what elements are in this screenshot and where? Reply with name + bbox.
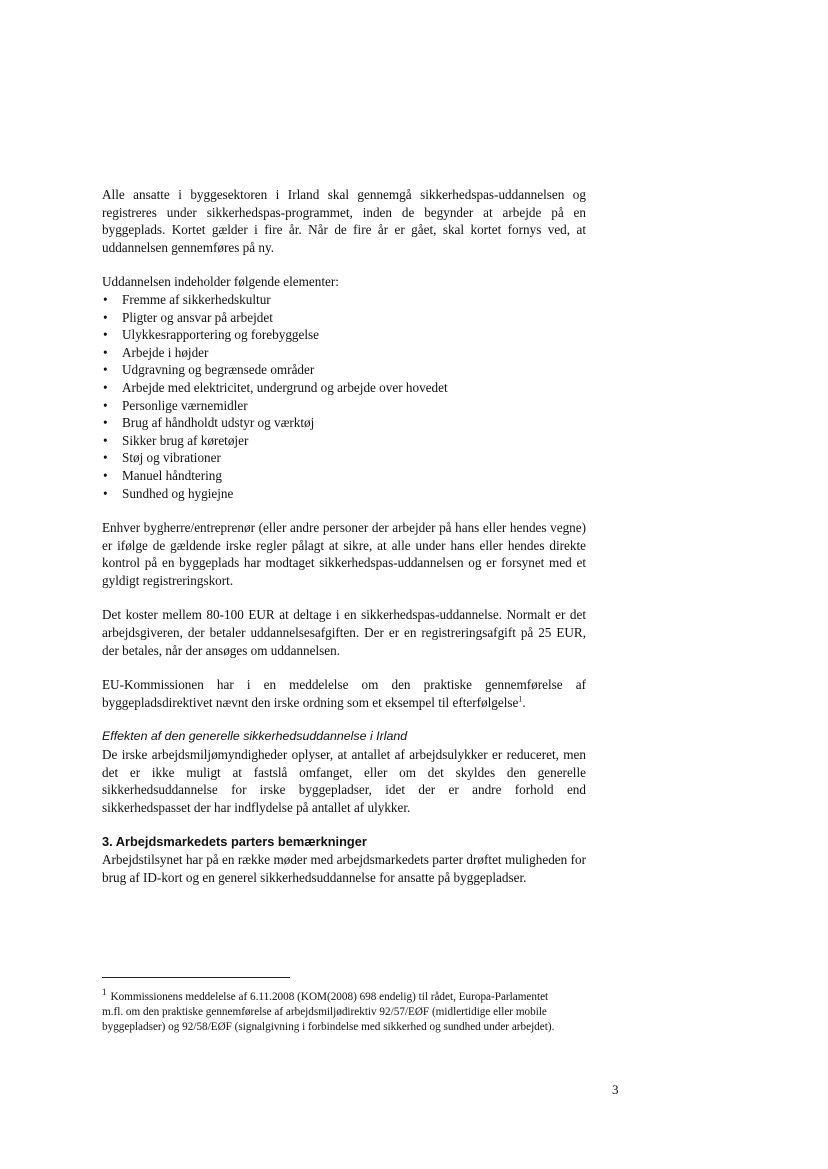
list-item: • Ulykkesrapportering og forebyggelse (103, 327, 320, 343)
list-item: • Udgravning og begrænsede områder (103, 362, 315, 378)
bullet-icon: • (103, 397, 108, 413)
bullet-icon: • (103, 467, 108, 483)
training-elements-list (102, 291, 586, 502)
list-item: • Arbejde med elektricitet, undergrund og arbejde over hovedet (103, 379, 448, 395)
paragraph-social-partners: Arbejdstilsynet har på en række møder med arbejdsmarkedets parter drøftet muligheden for brug af ID-kort og en generel sikkerhedsuddannelse for ansatte på byggepladser. (102, 852, 586, 885)
effect-subheading: Effekten af den generelle sikkerhedsuddannelse i Irland (102, 729, 408, 744)
section-heading: 3. Arbejdsmarkedets parters bemærkninger (102, 834, 367, 850)
footnote-text: Kommissionens meddelelse af 6.11.2008 (KOM(2008) 698 endelig) til rådet, Europa-Parlamentet m.fl. om den praktiske gennemførelse af arbejdsmiljødirektiv 92/57/EØF (midlertidige eller mobile byggepladser) og 92/58/EØF (signalgivning i forbindelse med sikkerhed og sundhed under arbejdet). (102, 991, 555, 1033)
footnote-reference[interactable]: 1 (518, 694, 523, 704)
list-item: • Brug af håndholdt udstyr og værktøj (103, 415, 315, 431)
bullet-icon: • (103, 327, 108, 343)
footnote-number: 1 (102, 987, 107, 998)
list-item: • Støj og vibrationer (103, 450, 221, 466)
list-item: • Manuel håndtering (103, 467, 222, 483)
list-intro: Uddannelsen indeholder følgende elementer: (102, 274, 339, 290)
list-item: • Sundhed og hygiejne (103, 485, 234, 501)
paragraph-intro: Alle ansatte i byggesektoren i Irland skal gennemgå sikkerhedspas-uddannelsen og registreres under sikkerhedspas-programmet, inden de begynder at arbejde på en byggeplads. Kortet gælder i fire år. Når de fire år er gået, skal kortet fornys ved, at uddannelsen gennemføres på ny. (102, 187, 586, 255)
bullet-icon: • (103, 309, 108, 325)
paragraph-cost: Det koster mellem 80-100 EUR at deltage i en sikkerhedspas-uddannelse. Normalt er det arbejdsgiveren, der betaler uddannelsesafgiften. Der er en registreringsafgift på 25 EUR, der betales, når der ansøges om uddannelsen. (102, 607, 586, 658)
bullet-icon: • (103, 415, 108, 431)
list-item: • Arbejde i højder (103, 344, 209, 360)
paragraph-contractor-duty: Enhver bygherre/entreprenør (eller andre personer der arbejder på hans eller hendes vegne) er ifølge de gældende irske regler pålagt at sikre, at alle under hans eller hendes direkte kontrol på en byggeplads har modtaget sikkerhedspas-uddannelsen og er forsynet med et gyldigt registreringskort. (102, 520, 586, 588)
bullet-icon: • (103, 432, 108, 448)
list-item: • Personlige værnemidler (103, 397, 248, 413)
body-text (102, 186, 586, 886)
footnote (102, 987, 572, 1035)
paragraph-effect: De irske arbejdsmiljømyndigheder oplyser, at antallet af arbejdsulykker er reduceret, men det er ikke muligt at fastslå omfanget, eller om det skyldes den generelle sikkerhedsuddannelse for irske byggepladser, idet der er andre forhold end sikkerhedspasset der har indflydelse på antallet af ulykker. (102, 747, 586, 815)
bullet-icon: • (103, 291, 108, 307)
paragraph-eu-commission: EU-Kommissionen har i en meddelelse om den praktiske gennemførelse af byggepladsdirektivet nævnt den irske ordning som et eksempel til efterfølgelse$^1$. (102, 677, 586, 710)
bullet-icon: • (103, 450, 108, 466)
list-item: • Fremme af sikkerhedskultur (103, 291, 271, 307)
bullet-icon: • (103, 362, 108, 378)
list-item: • Sikker brug af køretøjer (103, 432, 249, 448)
list-item: • Pligter og ansvar på arbejdet (103, 309, 273, 325)
footnote-separator (102, 977, 290, 978)
bullet-icon: • (103, 344, 108, 360)
bullet-icon: • (103, 379, 108, 395)
bullet-icon: • (103, 485, 108, 501)
page-number: 3 (612, 1082, 619, 1097)
